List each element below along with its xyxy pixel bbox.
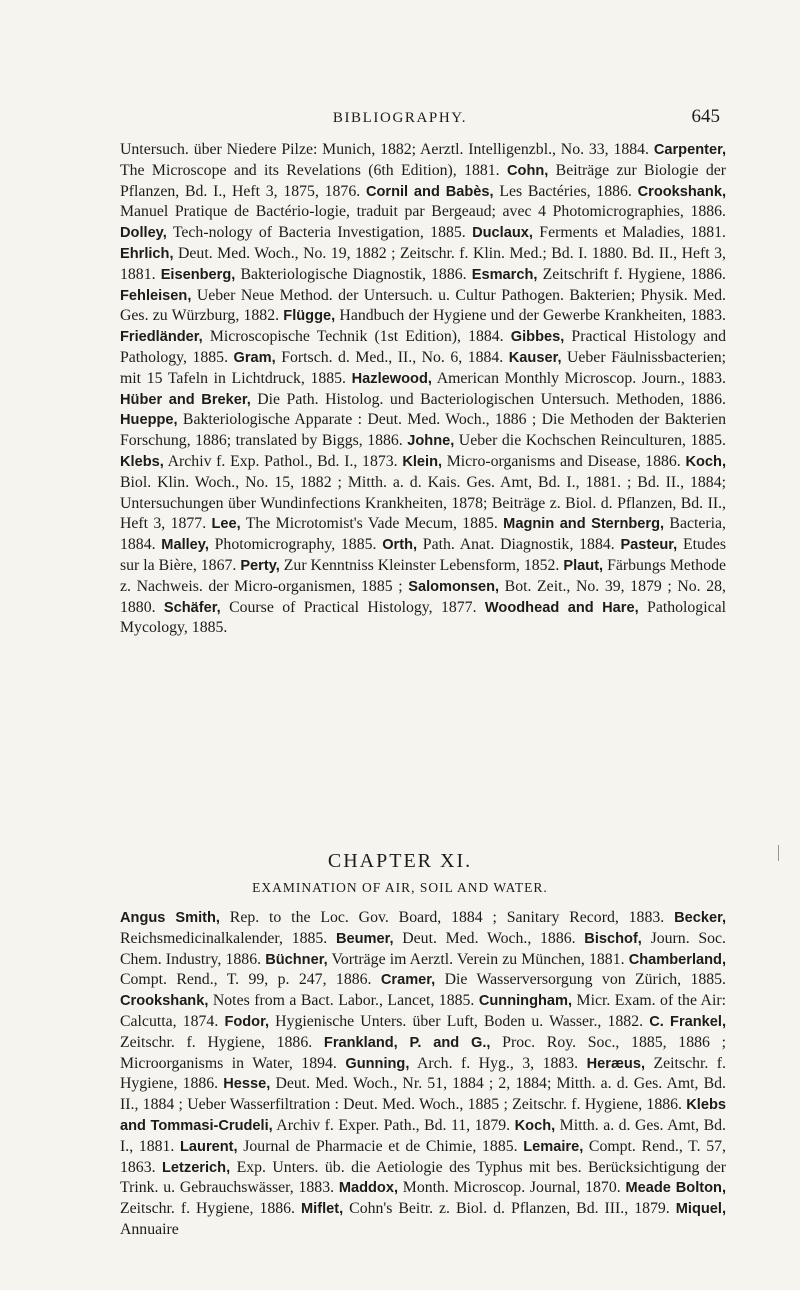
entry-citation: The Microscope and its Revelations (6th Edition), 1881. — [120, 161, 500, 179]
entry-citation: Ueber Fäulnissbacterien; mit 15 Tafeln in Lichtdruck, 1885. — [120, 348, 727, 387]
bibliography-entry — [120, 141, 649, 158]
entry-author: Ehrlich, — [120, 245, 174, 262]
bibliography-entry — [402, 453, 680, 470]
entry-author: Lee, — [211, 516, 241, 533]
entry-author: Hueppe, — [120, 412, 178, 429]
entry-citation: Practical Histology and Pathology, 1885. — [120, 328, 727, 366]
entry-author: Gram, — [233, 349, 276, 366]
bibliography-entry — [352, 370, 726, 387]
entry-citation: Micr. Exam. of the Air: Calcutta, 1874. — [120, 992, 727, 1030]
entry-citation: Path. Anat. Diagnostik, 1884. — [417, 536, 615, 554]
entry-author: Klebs, — [120, 453, 164, 470]
entry-citation: Ferments et Maladies, 1881. — [532, 224, 726, 242]
entry-author: Salomonsen, — [408, 578, 500, 595]
bibliography-entry — [472, 266, 726, 283]
bibliography-entry — [212, 515, 498, 532]
entry-author: Eisenberg, — [160, 266, 236, 283]
entry-citation: Fortsch. d. Med., II., No. 6, 1884. — [275, 348, 504, 366]
entry-citation: Zur Kenntniss Kleinster Lebensform, 1852. — [279, 556, 560, 574]
entry-citation: Les Bactéries, 1886. — [493, 182, 632, 200]
entry-author: Duclaux, — [472, 225, 533, 242]
entry-citation: Vorträge im Aerztl. Verein zu München, 1881. — [327, 950, 625, 968]
running-head — [80, 106, 720, 130]
entry-author: Malley, — [161, 537, 209, 554]
entry-citation: Notes from a Bact. Labor., Lancet, 1885. — [208, 992, 475, 1010]
entry-citation: Färbungs Methode z. Nachweis. der Micro-organismen, 1885 ; — [120, 556, 727, 595]
entry-author: Flügge, — [283, 308, 336, 325]
entry-author: Hüber and Breker, — [120, 391, 251, 408]
entry-citation: Bakteriologische Apparate : Deut. Med. Woch., 1886 ; Die Methoden der Bakterien Forschung, 1886; translated by Biggs, 1886. — [120, 411, 726, 450]
bibliography-entry — [120, 992, 474, 1009]
entry-author: C. Frankel, — [649, 1013, 727, 1030]
chapter-title: CHAPTER XI. — [327, 850, 473, 872]
entry-author: Meade Bolton, — [625, 1180, 727, 1197]
entry-author: Johne, — [407, 433, 455, 450]
entry-citation: Archiv f. Exp. Pathol., Bd. I., 1873. — [163, 452, 398, 470]
entry-author: Schäfer, — [163, 599, 221, 616]
bibliography-entry — [407, 432, 726, 449]
bibliography-paragraph — [120, 908, 726, 1241]
entry-citation: Handbuch der Hygiene und der Gewerbe Krankheiten, 1883. — [335, 307, 727, 325]
bibliography-paragraph — [120, 140, 726, 639]
bibliography-entry — [180, 1138, 518, 1155]
entry-citation: Ueber Neue Method. der Untersuch. u. Cultur Pathogen. Bakterien; Physik. Med. Ges. zu Würzburg, 1882. — [120, 286, 726, 325]
entry-citation: Rep. to the Loc. Gov. Board, 1884 ; Sanitary Record, 1883. — [219, 909, 665, 926]
entry-author: Crookshank, — [120, 993, 209, 1010]
bibliography-entry — [366, 183, 632, 200]
entry-citation: Zeitschr. f. Hygiene, 1886. — [120, 1054, 727, 1093]
bibliography-entry — [120, 328, 504, 345]
entry-author: Miflet, — [301, 1201, 344, 1218]
entry-author: Pasteur, — [620, 537, 678, 554]
entry-author: Friedländer, — [120, 329, 203, 346]
entry-author: Cunningham, — [478, 993, 573, 1010]
entry-citation: Mitth. a. d. Ges. Amt, Bd. I., 1881. — [120, 1116, 726, 1155]
entry-author: Maddox, — [338, 1180, 399, 1197]
entry-citation: Zeitschr. f. Hygiene, 1886. — [120, 1200, 296, 1218]
entry-citation: Compt. Rend., T. 57, 1863. — [120, 1137, 726, 1176]
entry-citation: Ueber die Kochschen Reinculturen, 1885. — [454, 432, 726, 450]
entry-author: Kauser, — [508, 349, 562, 366]
entry-citation: Die Path. Histolog. und Bacteriologischen Untersuch. Methoden, 1886. — [250, 390, 726, 408]
entry-citation: Micro-organisms and Disease, 1886. — [442, 452, 681, 470]
entry-citation: The Microtomist's Vade Mecum, 1885. — [240, 515, 498, 533]
entry-author: Koch, — [514, 1117, 556, 1134]
entry-citation: American Monthly Microscop. Journ., 1883. — [431, 369, 727, 387]
entry-citation: Zeitschr. f. Hygiene, 1886. — [120, 1033, 313, 1051]
entry-author: Gunning, — [345, 1055, 410, 1072]
entry-citation: Bakteriologische Diagnostik, 1886. — [235, 265, 467, 283]
entry-author: Bischof, — [584, 930, 642, 947]
entry-author: Plaut, — [563, 557, 604, 574]
bibliography-section-1 — [120, 140, 726, 639]
bibliography-entry — [345, 1055, 578, 1072]
entry-author: Esmarch, — [471, 266, 538, 283]
bibliography-entry — [472, 224, 726, 241]
bibliography-entry — [283, 307, 726, 324]
entry-author: Hesse, — [223, 1076, 271, 1093]
entry-citation: Manuel Pratique de Bactério-logie, traduit par Bergeaud; avec 4 Photomicrographies, 1886. — [120, 203, 726, 221]
chapter-subtitle: EXAMINATION OF AIR, SOIL AND WATER. — [252, 880, 548, 895]
entry-author: Büchner, — [265, 951, 328, 968]
entry-author: Heræus, — [586, 1055, 646, 1072]
entry-author: Angus Smith, — [120, 910, 220, 926]
entry-citation: Month. Microscop. Journal, 1870. — [398, 1179, 621, 1197]
entry-citation: Biol. Klin. Woch., No. 15, 1882 ; Mitth. a. d. Kais. Ges. Amt, Bd. I., 1881. ; Bd. II., 1884; Untersuchungen über Wundinfections Krankheiten, 1878; Beiträge z. Biol. d. Pflanzen, Bd. II., Heft 3, 1877. — [120, 473, 726, 533]
bibliography-entry — [161, 266, 467, 283]
bibliography-entry — [240, 557, 559, 574]
entry-author: Dolley, — [120, 225, 167, 242]
entry-author: Orth, — [382, 537, 418, 554]
bibliography-entry — [161, 536, 376, 553]
entry-author: Klein, — [402, 453, 443, 470]
entry-citation: Bacteria, 1884. — [120, 515, 726, 554]
entry-author: Fehleisen, — [120, 287, 192, 304]
entry-citation: Deut. Med. Woch., 1886. — [393, 929, 576, 947]
entry-citation: Archiv f. Exper. Path., Bd. 11, 1879. — [272, 1116, 511, 1134]
bibliography-entry — [301, 1200, 670, 1217]
entry-citation: Annuaire — [120, 1220, 179, 1238]
entry-citation: Compt. Rend., T. 99, p. 247, 1886. — [120, 971, 372, 989]
entry-author: Perty, — [240, 557, 280, 574]
page-number: 645 — [691, 106, 720, 127]
page-mark — [778, 845, 779, 861]
entry-citation: Zeitschrift f. Hygiene, 1886. — [537, 265, 726, 283]
entry-citation: Cohn's Beitr. z. Biol. d. Pflanzen, Bd. III., 1879. — [343, 1200, 670, 1218]
entry-author: Gibbes, — [510, 329, 565, 346]
bibliography-entry — [120, 909, 664, 926]
entry-citation: Tech-nology of Bacteria Investigation, 1885. — [166, 224, 466, 242]
entry-citation: Exp. Unters. üb. die Aetiologie des Typhus mit bes. Berücksichtigung der Trink. u. Gebrauchswässer, 1883. — [120, 1158, 727, 1197]
bibliography-entry — [339, 1179, 621, 1196]
entry-citation: Journ. Soc. Chem. Industry, 1886. — [120, 929, 726, 968]
entry-author: Hazlewood, — [351, 370, 432, 387]
entry-author: Frankland, P. and G., — [323, 1034, 491, 1051]
entry-author: Cornil and Babès, — [365, 183, 494, 200]
bibliography-entry — [120, 224, 466, 241]
entry-author: Beumer, — [335, 930, 394, 947]
entry-author: Koch, — [685, 453, 727, 470]
entry-citation: Bot. Zeit., No. 39, 1879 ; No. 28, 1880. — [120, 577, 726, 616]
entry-author: Laurent, — [180, 1138, 238, 1155]
entry-author: Lemaire, — [523, 1138, 584, 1155]
running-head-title: BIBLIOGRAPHY. — [332, 110, 468, 126]
bibliography-entry — [224, 1013, 643, 1030]
entry-author: Cohn, — [506, 162, 549, 179]
bibliography-entry — [120, 453, 398, 470]
entry-citation: Photomicrography, 1885. — [208, 536, 377, 554]
entry-author: Miquel, — [675, 1201, 727, 1218]
entry-citation: Pathological Mycology, 1885. — [120, 598, 726, 637]
entry-author: Carpenter, — [653, 142, 727, 158]
entry-citation: Deut. Med. Woch., No. 19, 1882 ; Zeitschr. f. Klin. Med.; Bd. I. 1880. Bd. II., Heft 3, 1881. — [120, 244, 726, 283]
bibliography-section-2 — [120, 908, 726, 1241]
entry-author: Fodor, — [224, 1013, 270, 1030]
entry-citation: Beiträge zur Biologie der Pflanzen, Bd. I., Heft 3, 1875, 1876. — [120, 161, 726, 200]
bibliography-entry — [381, 971, 726, 988]
entry-citation: Course of Practical Histology, 1877. — [220, 598, 477, 616]
entry-citation: Microscopische Technik (1st Edition), 1884. — [202, 328, 504, 346]
entry-citation: Journal de Pharmacie et de Chimie, 1885. — [237, 1137, 518, 1155]
entry-citation: Hygienische Unters. über Luft, Boden u. Wasser., 1882. — [269, 1012, 644, 1030]
entry-citation: Die Wasserversorgung von Zürich, 1885. — [435, 971, 726, 989]
entry-author: Becker, — [674, 910, 726, 926]
entry-author: Letzerich, — [162, 1159, 231, 1176]
entry-author: Crookshank, — [637, 183, 727, 200]
entry-author: Cramer, — [380, 972, 436, 989]
bibliography-entry — [265, 951, 624, 968]
bibliography-entry — [336, 930, 576, 947]
entry-citation: Etudes sur la Bière, 1867. — [120, 536, 726, 574]
entry-citation: Proc. Roy. Soc., 1885, 1886 ; Microorganisms in Water, 1894. — [120, 1033, 727, 1072]
entry-citation: Deut. Med. Woch., Nr. 51, 1884 ; 2, 1884; Mitth. a. d. Ges. Amt, Bd. II., 1884 ; Ueber Wasserfiltration : Deut. Med. Woch., 1885 ; Zeitschr. f. Hygiene, 1886. — [120, 1075, 726, 1114]
bibliography-entry — [382, 536, 615, 553]
entry-citation: Reichsmedicinalkalender, 1885. — [120, 929, 328, 947]
entry-author: Woodhead and Hare, — [484, 599, 639, 616]
bibliography-entry — [234, 349, 504, 366]
entry-author: Chamberland, — [628, 951, 726, 968]
entry-citation: Arch. f. Hyg., 3, 1883. — [409, 1054, 579, 1072]
entry-citation: Untersuch. über Niedere Pilze: Munich, 1882; Aerztl. Intelligenzbl., No. 33, 1884. — [120, 141, 649, 158]
bibliography-entry — [120, 391, 726, 408]
bibliography-entry — [164, 599, 477, 616]
entry-author: Klebs and Tommasi-Crudeli, — [120, 1097, 727, 1134]
entry-author: Magnin and Sternberg, — [503, 516, 665, 533]
